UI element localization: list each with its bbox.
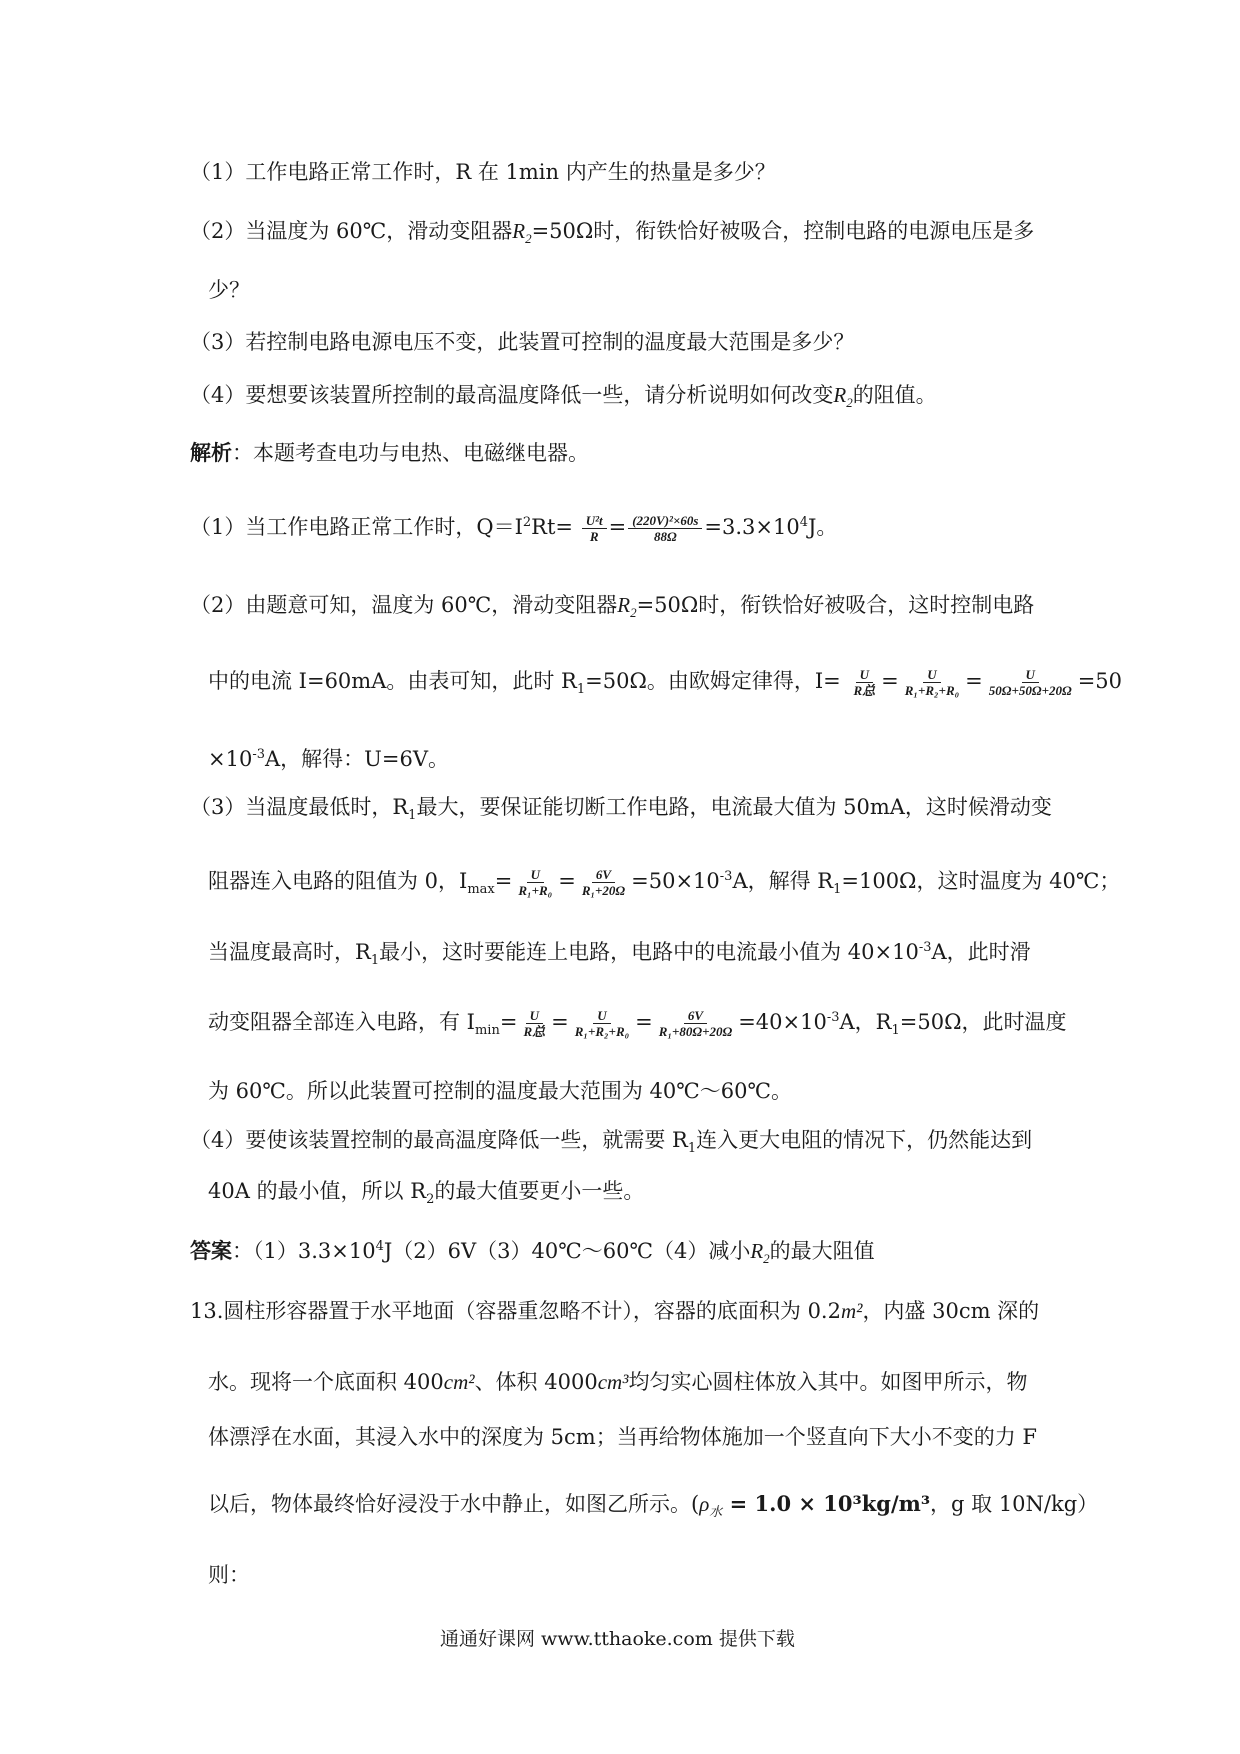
analysis-2-line3: $\times 10^{-3}A$，解得：U=6V。	[208, 747, 449, 771]
q13-line3: 体漂浮在水面，其浸入水中的深度为 5cm；当再给物体施加一个竖直向下大小不变的力 F	[208, 1425, 1037, 1449]
analysis-3-line2: 阻器连入电路的阻值为 0，$I_{max}=$ $\frac{U}{\text{R₁+R₀}}$ = $\frac{6V}{\text{R₁+20Ω}}$ $=50\times 10^{-3}A$，解得 $R_1=100\Omega$，这时温度为 40℃；	[208, 867, 1121, 898]
question-2: （2）当温度为 60℃，滑动变阻器$R_2=50\Omega$时，衔铁恰好被吸合，控制电路的电源电压是多	[190, 219, 1035, 247]
analysis-heading: 解析：本题考查电功与电热、电磁继电器。	[190, 440, 589, 465]
question-3: （3）若控制电路电源电压不变，此装置可控制的温度最大范围是多少？	[190, 330, 855, 354]
question-1: （1）工作电路正常工作时，R 在 1min 内产生的热量是多少？	[190, 160, 776, 184]
question-4: （4）要想要该装置所控制的最高温度降低一些，请分析说明如何改变$R_2$的阻值。	[190, 383, 937, 411]
analysis-3-line1: （3）当温度最低时，$R_1$最大，要保证能切断工作电路，电流最大值为 50mA，这时候滑动变	[190, 795, 1052, 824]
fraction: $\frac{U}{50\Omega+50\Omega+20\Omega}$	[988, 667, 1072, 698]
fraction: $\frac{U}{\text{R₁+R₂+R₀}}$	[904, 667, 960, 698]
q13-line2: 水。现将一个底面积 400cm²、体积 4000cm³均匀实心圆柱体放入其中。如图甲所示，物	[208, 1370, 1028, 1394]
fraction: $\frac{U}{\text{R₁+R₂+R₀}}$	[574, 1008, 630, 1039]
page-footer: 通通好课网 www.tthaoke.com 提供下载	[440, 1628, 795, 1650]
analysis-3-line4: 动变阻器全部连入电路，有 $I_{min}=$ $\frac{U}{\text{R总}}$ = $\frac{U}{\text{R₁+R₂+R₀}}$ = $\frac{6V}{\text{R₁+80Ω+20Ω}}$ $=40\times 10^{-3}A$，$R_1=50\Omega$，此时温度	[208, 1008, 1067, 1039]
fraction: $\frac{\text{(220V)²×60s}}{88\Omega}$	[628, 513, 702, 544]
fraction: $\frac{U}{\text{R₁+R₀}}$	[518, 867, 553, 898]
analysis-1: （1）当工作电路正常工作时，$Q=I^2Rt=$ $\frac{\text{U²t}}{R}$ = $\frac{\text{(220V)²×60s}}{88\Omega}$ $=3.3\times 10^4J$。	[190, 513, 838, 544]
analysis-4-line1: （4）要使该装置控制的最高温度降低一些，就需要 $R_1$连入更大电阻的情况下，仍然能达到	[190, 1128, 1033, 1157]
question-2-cont: 少？	[208, 278, 250, 302]
fraction: $\frac{6V}{\text{R₁+20Ω}}$	[581, 867, 626, 898]
q13-line1: 13.圆柱形容器置于水平地面（容器重忽略不计），容器的底面积为 0.2m²，内盛 30cm 深的	[190, 1299, 1040, 1323]
analysis-4-line2: 40A 的最小值，所以 $R_2$的最大值要更小一些。	[208, 1179, 645, 1208]
analysis-3-line5: 为 60℃。所以此装置可控制的温度最大范围为 40℃～60℃。	[208, 1079, 792, 1103]
analysis-2-line1: （2）由题意可知，温度为 60℃，滑动变阻器$R_2=50\Omega$时，衔铁恰好被吸合，这时控制电路	[190, 593, 1035, 621]
q13-line5: 则：	[208, 1563, 250, 1587]
fraction: $\frac{U}{\text{R总}}$	[523, 1008, 546, 1039]
fraction: $\frac{6V}{\text{R₁+80Ω+20Ω}}$	[658, 1008, 733, 1039]
fraction: $\frac{\text{U²t}}{R}$	[582, 513, 607, 544]
analysis-3-line3: 当温度最高时，$R_1$最小，这时要能连上电路，电路中的电流最小值为 $40\times 10^{-3}A$，此时滑	[208, 940, 1031, 969]
q13-line4: 以后，物体最终恰好浸没于水中静止，如图乙所示。($\rho_水 = 1.0 \times 10^3kg/m^3$，g 取 10N/kg）	[208, 1491, 1099, 1520]
fraction: $\frac{U}{\text{R总}}$	[853, 667, 876, 698]
answer-line: 答案：$(1)3.3\times 10^4J(2)6V(3)40℃\sim 60℃(4)$减小$R_2$的最大阻值	[190, 1238, 875, 1267]
analysis-2-line2: 中的电流 I=60mA。由表可知，此时 $R_1=50\Omega$。由欧姆定律得，I= $\frac{U}{\text{R总}}$ = $\frac{U}{\text{R₁+R₂+R₀}}$ = $\frac{U}{50\Omega+50\Omega+20\Omega}$ =50	[208, 667, 1123, 698]
